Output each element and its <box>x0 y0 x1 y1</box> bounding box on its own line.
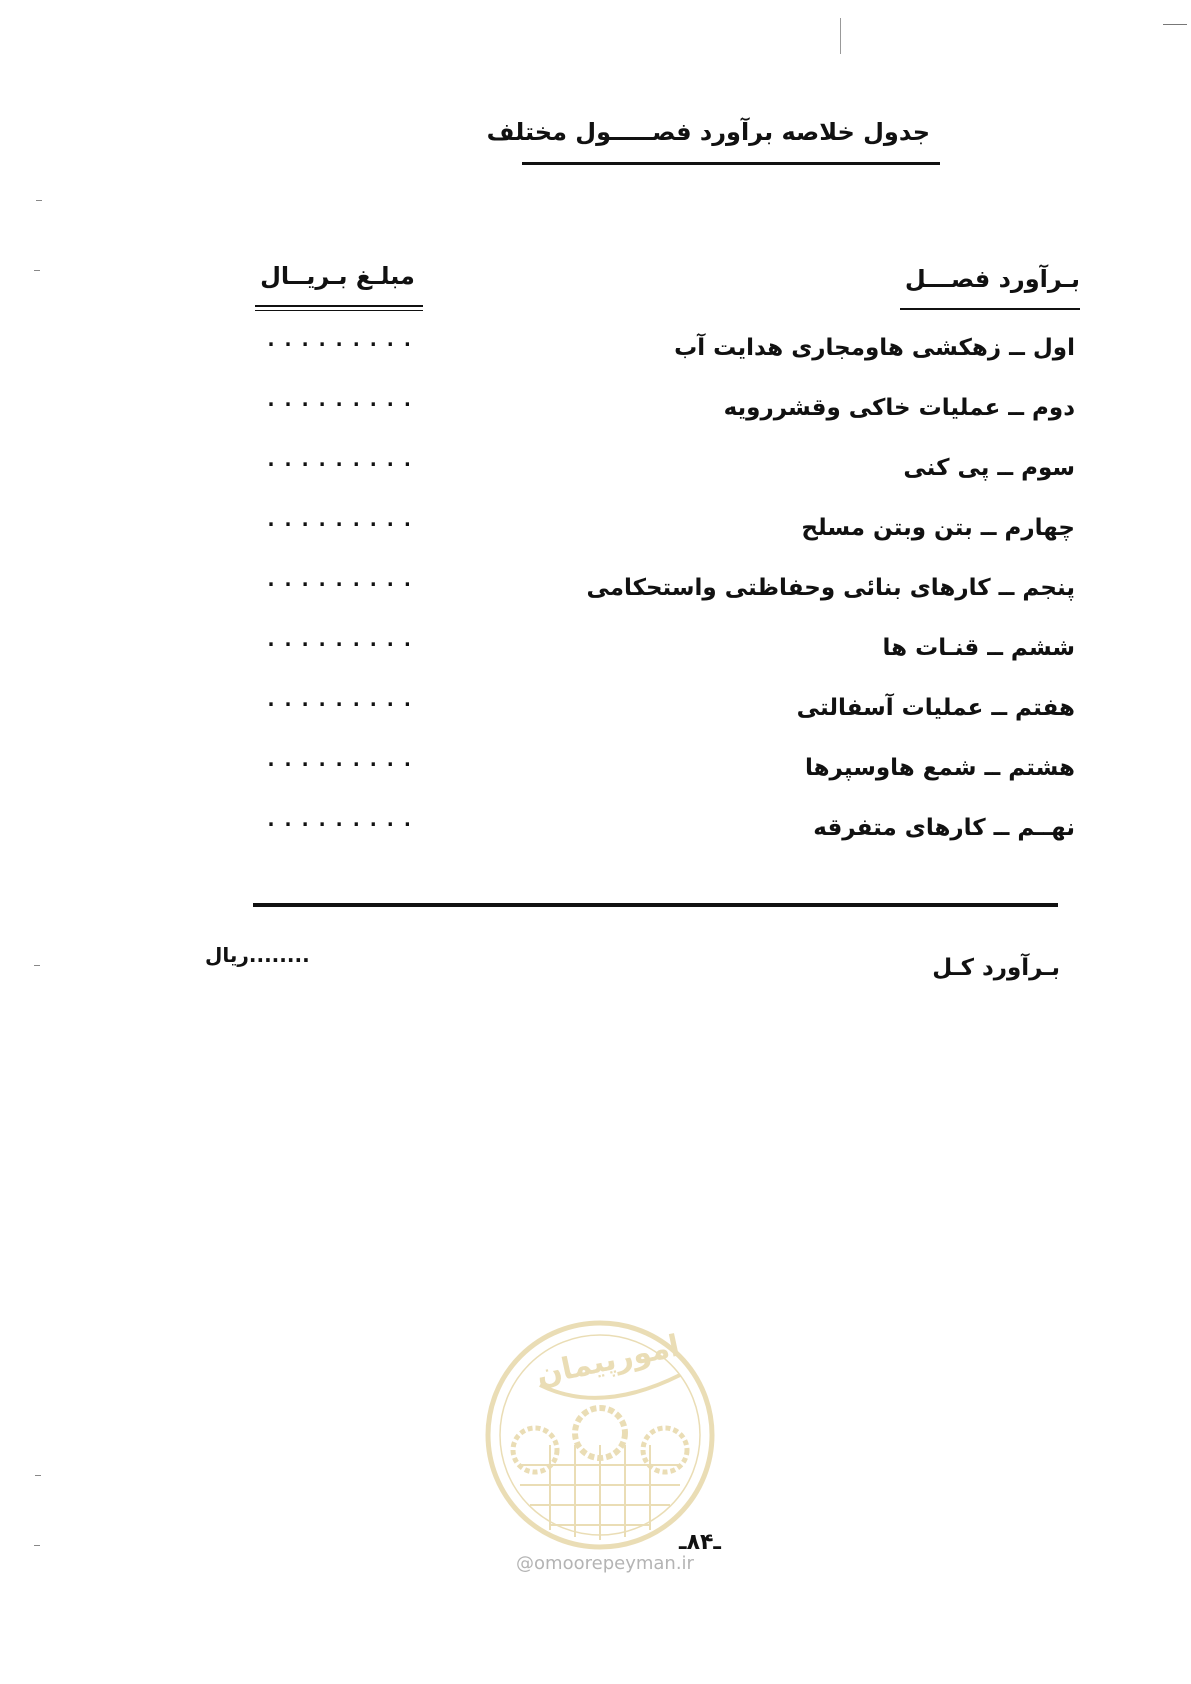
scan-mark <box>35 1475 41 1476</box>
chapter-label: هشتم ــ شمع هاوسپرها <box>804 755 1075 781</box>
table-row <box>255 387 1075 435</box>
amount-header-underline <box>255 305 423 307</box>
chapter-label: هفتم ــ عملیات آسفالتی <box>796 695 1075 721</box>
chapter-header-underline <box>900 308 1080 310</box>
table-row <box>255 327 1075 375</box>
chapter-label: ششم ــ قنـات ها <box>882 635 1075 661</box>
scan-mark <box>34 965 40 966</box>
table-row <box>255 447 1075 495</box>
amount-placeholder: ......... <box>265 687 419 711</box>
title-underline <box>522 162 940 165</box>
chapter-column-header: بـرآورد فصـــل <box>904 265 1080 293</box>
amount-placeholder: ......... <box>265 747 419 771</box>
scan-mark <box>34 270 40 271</box>
amount-placeholder: ......... <box>265 627 419 651</box>
chapter-label: اول ــ زهکشی هاومجاری هدایت آب <box>674 335 1075 361</box>
table-row <box>255 807 1075 855</box>
amount-placeholder: ......... <box>265 507 419 531</box>
table-row <box>255 507 1075 555</box>
table-row <box>255 627 1075 675</box>
chapter-label: دوم ــ عملیات خاکی وقشررویه <box>723 395 1075 421</box>
amount-placeholder: ......... <box>265 807 419 831</box>
total-amount: ........ریال <box>205 943 310 967</box>
amount-placeholder: ......... <box>265 387 419 411</box>
amount-placeholder: ......... <box>265 447 419 471</box>
table-row <box>255 567 1075 615</box>
scan-mark <box>34 1545 40 1546</box>
table-row <box>255 687 1075 735</box>
chapter-label: سوم ــ پی کنی <box>903 455 1075 481</box>
chapter-label: پنجم ــ کارهای بنائی وحفاظتی واستحکامی <box>586 575 1075 601</box>
document-title: جدول خلاصه برآورد فصـــــول مختلف <box>486 118 930 146</box>
page-number: ـ۸۴ـ <box>679 1530 721 1555</box>
website-watermark: @omoorepeyman.ir <box>516 1553 694 1574</box>
scan-mark <box>36 200 42 201</box>
scan-mark <box>1163 24 1187 25</box>
chapter-label: نهــم ــ کارهای متفرقه <box>813 815 1075 841</box>
chapter-label: چهارم ــ بتن وبتن مسلح <box>801 515 1075 541</box>
stamp-text: امورپیمان <box>533 1328 683 1393</box>
amount-placeholder: ......... <box>265 567 419 591</box>
amount-placeholder: ......... <box>265 327 419 351</box>
amount-header-underline <box>255 310 423 311</box>
total-label: بـرآورد کـل <box>932 955 1060 981</box>
summary-rule <box>253 903 1058 907</box>
stamp-logo <box>480 1315 720 1555</box>
amount-column-header: مبلـغ بـريــال <box>260 262 415 290</box>
table-row <box>255 747 1075 795</box>
scan-mark <box>840 18 841 54</box>
